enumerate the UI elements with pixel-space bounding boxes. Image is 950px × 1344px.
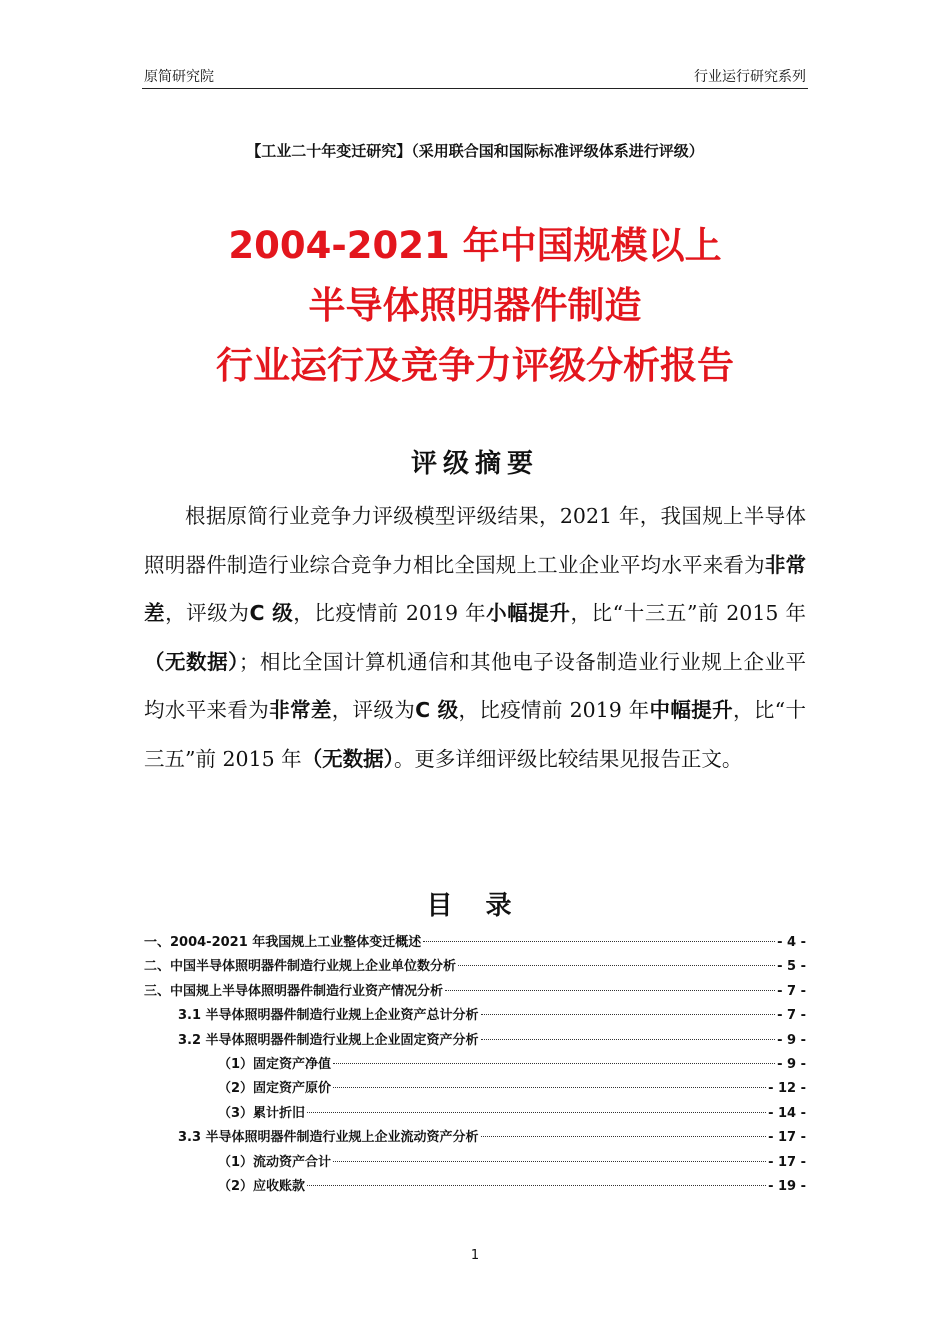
toc-entry[interactable] [144,1029,806,1053]
toc-entry[interactable] [144,1053,806,1077]
toc-entry-page: - 4 - [777,935,806,950]
abstract-text: ，比“十三五”前 2015 年 [570,601,807,625]
abstract-text: ；相比全国计算机通信和其他电子设备制造业行业规上企业平均水平来看为 [144,649,807,722]
toc-dot-leader [481,1136,767,1137]
toc-entry-page: - 19 - [768,1178,806,1194]
abstract-emphasis: 非常差 [269,698,332,722]
report-title-line-1: 2004-2021 年中国规模以上 [228,224,722,267]
toc-entry-label: （2）固定资产原价 [218,1081,332,1097]
abstract-emphasis: C 级 [249,601,294,625]
abstract-text: 。更多详细评级比较结果见报告正文。 [393,746,743,771]
abstract-text: ，比“十三五”前 2015 年 [144,698,807,771]
toc-dot-leader [307,1185,766,1186]
toc-entry-label: 一、2004-2021 年我国规上工业整体变迁概述 [144,935,422,950]
toc-entry[interactable] [144,1126,806,1150]
toc-dot-leader [333,1063,775,1064]
abstract-text: ，评级为 [165,601,250,625]
toc-dot-leader [458,965,775,966]
toc-entry[interactable] [144,955,806,979]
toc-entry-label: （3）累计折旧 [218,1105,306,1121]
report-title-line-3: 行业运行及竞争力评级分析报告 [216,344,734,387]
toc-entry-page: - 17 - [768,1130,806,1146]
toc-entry-page: - 7 - [777,1008,806,1024]
toc-entry-page: - 14 - [768,1105,806,1121]
toc-entry-page: - 9 - [777,1032,806,1048]
toc-entry[interactable] [144,1175,806,1199]
toc-entry-label: （2）应收账款 [218,1178,306,1194]
page-number: 1 [470,1248,480,1263]
toc-entry-page: - 9 - [777,1056,806,1072]
toc-entry-label: （1）固定资产净值 [218,1056,332,1072]
abstract-text: ，评级为 [331,698,416,722]
toc-dot-leader [333,1161,766,1162]
abstract-heading: 评级摘要 [410,449,539,479]
toc-entry-page: - 5 - [777,959,806,975]
toc-dot-leader [481,1039,776,1040]
toc-entry-label: 三、中国规上半导体照明器件制造行业资产情况分析 [144,983,444,999]
toc-entry-page: - 17 - [768,1154,806,1170]
abstract-emphasis: 非常差 [144,552,807,625]
abstract-emphasis: （无数据） [144,649,239,674]
report-series-subtitle: 【工业二十年变迁研究】（采用联合国和国际标准评级体系进行评级） [246,142,704,160]
toc-entry[interactable] [144,980,806,1004]
toc-entry-label: 二、中国半导体照明器件制造行业规上企业单位数分析 [144,959,457,975]
toc-dot-leader [481,1014,776,1015]
toc-dot-leader [307,1112,766,1113]
toc-entry[interactable] [144,1004,806,1028]
table-of-contents [144,931,806,1199]
report-title [0,216,950,396]
abstract-emphasis: 中幅提升 [649,698,733,722]
toc-entry-label: 3.2 半导体照明器件制造行业规上企业固定资产分析 [178,1032,479,1048]
toc-heading: 目 录 [426,891,524,921]
toc-dot-leader [423,941,775,942]
abstract-emphasis: （无数据） [301,746,394,771]
header-right-text: 行业运行研究系列 [694,69,806,85]
toc-entry-label: 3.3 半导体照明器件制造行业规上企业流动资产分析 [178,1130,479,1146]
abstract-paragraph [144,492,806,783]
abstract-emphasis: C 级 [415,698,459,722]
toc-dot-leader [333,1087,766,1088]
toc-entry-label: （1）流动资产合计 [218,1154,332,1170]
toc-entry[interactable] [144,931,806,955]
toc-entry-label: 3.1 半导体照明器件制造行业规上企业资产总计分析 [178,1008,479,1024]
abstract-emphasis: 小幅提升 [486,601,571,625]
toc-entry[interactable] [144,1102,806,1126]
header-divider [142,88,808,89]
toc-dot-leader [445,990,775,991]
toc-entry-page: - 7 - [777,983,806,999]
abstract-text: 根据原简行业竞争力评级模型评级结果，2021 年，我国规上半导体照明器件制造行业综合竞争力相比全国规上工业企业平均水平来看为 [144,504,806,577]
abstract-body [144,492,806,783]
toc-entry-page: - 12 - [768,1081,806,1097]
abstract-text: ，比疫情前 2019 年 [293,601,487,625]
header-left-text: 原简研究院 [144,69,214,85]
toc-entry[interactable] [144,1077,806,1101]
report-title-line-2: 半导体照明器件制造 [308,284,642,327]
abstract-text: ，比疫情前 2019 年 [458,698,650,722]
toc-entry[interactable] [144,1151,806,1175]
